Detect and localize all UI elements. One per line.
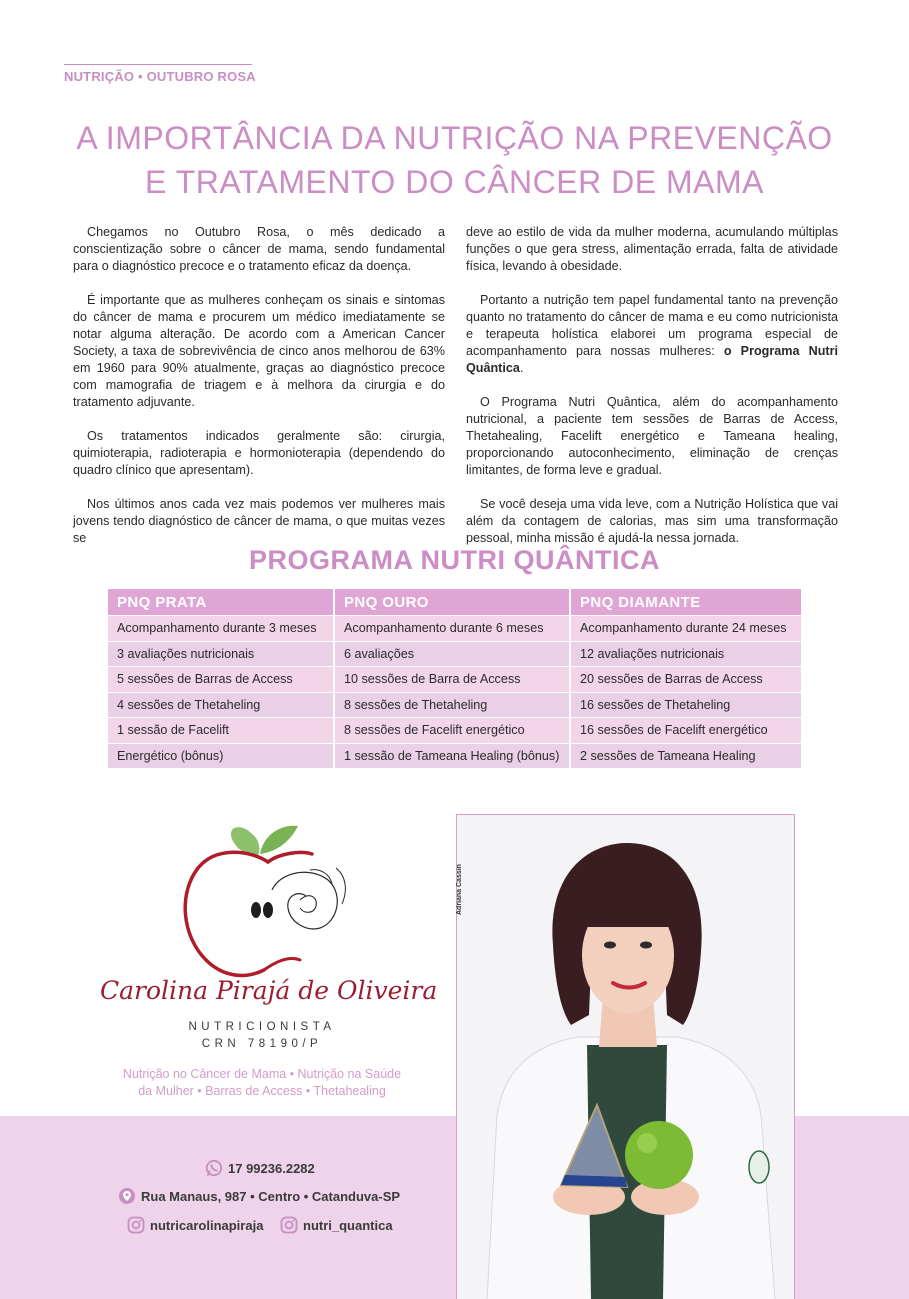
whatsapp-icon [205,1159,223,1177]
table-row [108,667,801,693]
paragraph: Nos últimos anos cada vez mais podemos ver mulheres mais jovens tendo diagnóstico de câncer de mama, o que muitas vezes se [73,497,445,545]
instagram-handle: nutri_quantica [303,1217,393,1233]
photo-credit: Adriana Cassin [456,864,463,916]
table-cell: Acompanhamento durante 6 meses [334,616,570,642]
table-cell: 8 sessões de Thetaheling [334,692,570,718]
program-table [108,589,801,768]
article-title [40,116,869,204]
address-text: Rua Manaus, 987 • Centro • Catanduva-SP [141,1188,401,1204]
table-cell: 10 sessões de Barra de Access [334,667,570,693]
brand-specialties [100,1066,424,1100]
contact-address [118,1187,400,1205]
table-cell: Acompanhamento durante 3 meses [108,616,334,642]
paragraph: Chegamos no Outubro Rosa, o mês dedicado a conscientização sobre o câncer de mama, sendo fundamental para o diagnóstico precoce e o tratamento eficaz da doença. [73,225,445,273]
table-cell: 6 avaliações [334,641,570,667]
table-cell: Energético (bônus) [108,743,334,768]
table-cell: Acompanhamento durante 24 meses [570,616,801,642]
instagram-icon [127,1216,145,1234]
portrait-illustration [457,815,795,1299]
paragraph [466,292,838,377]
table-cell: 12 avaliações nutricionais [570,641,801,667]
table-row [108,743,801,768]
instagram-icon [280,1216,298,1234]
contact-instagram-2 [280,1216,393,1234]
apple-logo-icon [160,810,380,990]
specialties-line-1: Nutrição no Câncer de Mama • Nutrição na Saúde [122,1067,402,1081]
phone-number: 17 99236.2282 [228,1160,315,1176]
article-column-left [73,224,445,564]
brand-crn: CRN 78190/P [201,1038,323,1050]
paragraph: Os tratamentos indicados geralmente são: cirurgia, quimioterapia, radioterapia e hormonioterapia (dependendo do quadro clínico que apresentam). [73,429,445,477]
brand-signature: Carolina Pirajá de Oliveira [100,976,438,1005]
location-pin-icon [118,1187,136,1205]
table-row [108,692,801,718]
table-cell: 1 sessão de Facelift [108,718,334,744]
column-header: PNQ DIAMANTE [570,589,801,616]
contact-phone [205,1159,315,1177]
paragraph: É importante que as mulheres conheçam os sinais e sintomas do câncer de mama e procurem um médico imediatamente se notar alguma alteração. De acordo com a American Cancer Society, a taxa de sobrevivência de cinco anos melhorou de 63% em 1960 para 90% atualmente, graças ao diagnóstico precoce com mamografia de triagem e à melhora da cirurgia e do tratamento adjuvante. [73,293,445,409]
paragraph: O Programa Nutri Quântica, além do acompanhamento nutricional, a paciente tem sessões de Barras de Access, Thetahealing, Facelift energético e Tameana healing, proporcionando autoconhecimento, eliminação de crenças limitantes, de forma leve e gradual. [466,395,838,477]
table-row [108,718,801,744]
instagram-handle: nutricarolinapiraja [150,1217,264,1233]
brand-profession: NUTRICIONISTA [188,1021,336,1033]
table-cell: 2 sessões de Tameana Healing [570,743,801,768]
table-cell: 8 sessões de Facelift energético [334,718,570,744]
table-cell: 16 sessões de Facelift energético [570,718,801,744]
table-cell: 5 sessões de Barras de Access [108,667,334,693]
table-cell: 3 avaliações nutricionais [108,641,334,667]
table-cell: 20 sessões de Barras de Access [570,667,801,693]
title-line-2: E TRATAMENTO DO CÂNCER DE MAMA [145,164,764,200]
column-header: PNQ PRATA [108,589,334,616]
program-name-bold: o Programa Nutri Quântica [466,344,838,375]
paragraph-text: Portanto a nutrição tem papel fundamental tanto na prevenção quanto no tratamento do câncer de mama e eu como nutricionista e terapeuta holística elaborei um programa especial de acompanhamento para nossas mulheres: [466,293,838,358]
table-header-row [108,589,801,616]
article-column-right [466,224,838,564]
column-header: PNQ OURO [334,589,570,616]
table-cell: 4 sessões de Thetaheling [108,692,334,718]
paragraph: deve ao estilo de vida da mulher moderna, acumulando múltiplas funções o que gera stress, alimentação errada, falta de atividade física, levando à obesidade. [466,225,838,273]
table-row [108,641,801,667]
title-line-1: A IMPORTÂNCIA DA NUTRIÇÃO NA PREVENÇÃO [76,120,833,156]
table-cell: 1 sessão de Tameana Healing (bônus) [334,743,570,768]
portrait-photo [456,814,795,1299]
specialties-line-2: da Mulher • Barras de Access • Thetahealing [138,1084,386,1098]
section-tag: NUTRIÇÃO • OUTUBRO ROSA [64,69,256,84]
table-cell: 16 sessões de Thetaheling [570,692,801,718]
paragraph-end: . [519,361,524,375]
table-row [108,616,801,642]
contact-instagram-1 [127,1216,263,1234]
program-title: PROGRAMA NUTRI QUÂNTICA [249,545,660,575]
section-rule [64,64,252,65]
paragraph: Se você deseja uma vida leve, com a Nutrição Holística que vai além da contagem de calorias, mas sim uma transformação pessoal, minha missão é ajudá-la nessa jornada. [466,497,838,545]
